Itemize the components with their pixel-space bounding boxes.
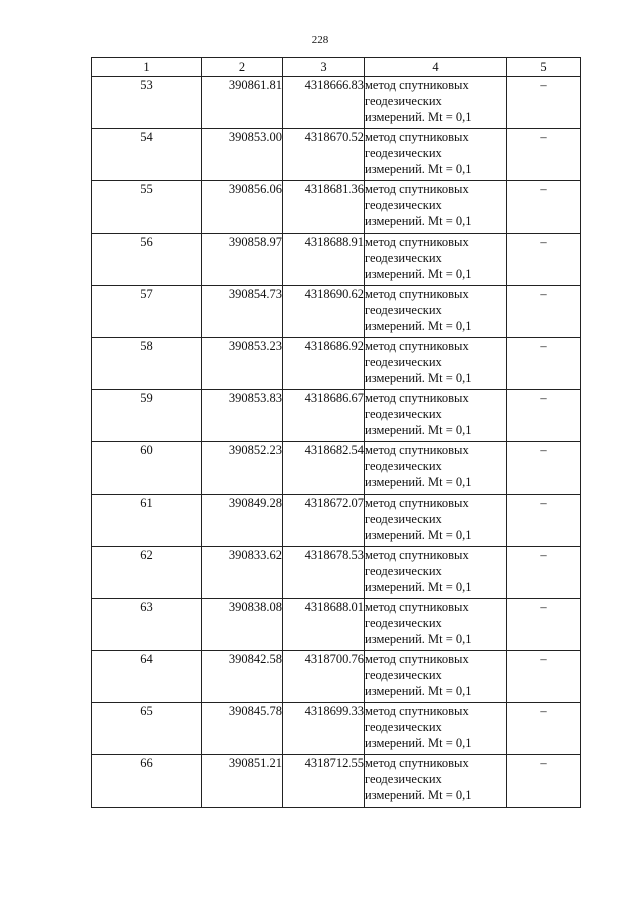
table-row — [92, 337, 581, 389]
y-coordinate-cell: 4318688.01 — [283, 598, 365, 650]
method-line-3: измерений. Mt = 0,1 — [365, 318, 472, 333]
table-row — [92, 494, 581, 546]
table-row — [92, 77, 581, 129]
y-coordinate-cell: 4318681.36 — [283, 181, 365, 233]
table-row — [92, 390, 581, 442]
point-number-cell: 59 — [92, 390, 202, 442]
x-coordinate-cell: 390861.81 — [202, 77, 283, 129]
table-row — [92, 755, 581, 807]
point-number-cell: 58 — [92, 337, 202, 389]
method-line-2: геодезических — [365, 668, 442, 683]
method-line-1: метод спутниковых — [365, 182, 469, 197]
method-line-2: геодезических — [365, 198, 442, 213]
method-line-3: измерений. Mt = 0,1 — [365, 475, 472, 490]
point-number-cell: 62 — [92, 546, 202, 598]
method-line-3: измерений. Mt = 0,1 — [365, 266, 472, 281]
method-line-3: измерений. Mt = 0,1 — [365, 423, 472, 438]
table-row — [92, 703, 581, 755]
method-cell — [365, 546, 507, 598]
x-coordinate-cell: 390853.83 — [202, 390, 283, 442]
x-coordinate-cell: 390853.23 — [202, 337, 283, 389]
point-number-cell: 56 — [92, 233, 202, 285]
method-line-2: геодезических — [365, 563, 442, 578]
method-line-1: метод спутниковых — [365, 130, 469, 145]
point-number-cell: 53 — [92, 77, 202, 129]
method-line-2: геодезических — [365, 250, 442, 265]
column-5-cell: – — [507, 337, 581, 389]
table-header-row — [92, 58, 581, 77]
point-number-cell: 66 — [92, 755, 202, 807]
y-coordinate-cell: 4318699.33 — [283, 703, 365, 755]
page-number: 228 — [311, 34, 329, 46]
coordinates-table — [91, 57, 581, 808]
table-row — [92, 598, 581, 650]
method-cell — [365, 442, 507, 494]
method-cell — [365, 755, 507, 807]
y-coordinate-cell: 4318686.92 — [283, 337, 365, 389]
column-header-3: 3 — [283, 58, 365, 77]
column-header-1: 1 — [92, 58, 202, 77]
y-coordinate-cell: 4318678.53 — [283, 546, 365, 598]
column-5-cell: – — [507, 181, 581, 233]
y-coordinate-cell: 4318670.52 — [283, 129, 365, 181]
column-5-cell: – — [507, 390, 581, 442]
method-line-3: измерений. Mt = 0,1 — [365, 110, 472, 124]
table-row — [92, 233, 581, 285]
x-coordinate-cell: 390852.23 — [202, 442, 283, 494]
method-line-1: метод спутниковых — [365, 338, 469, 353]
column-header-2: 2 — [202, 58, 283, 77]
column-5-cell: – — [507, 285, 581, 337]
method-line-3: измерений. Mt = 0,1 — [365, 527, 472, 542]
table-row — [92, 546, 581, 598]
method-line-2: геодезических — [365, 407, 442, 422]
x-coordinate-cell: 390845.78 — [202, 703, 283, 755]
method-line-2: геодезических — [365, 772, 442, 787]
y-coordinate-cell: 4318666.83 — [283, 77, 365, 129]
method-line-1: метод спутниковых — [365, 756, 469, 771]
point-number-cell: 65 — [92, 703, 202, 755]
method-line-1: метод спутниковых — [365, 547, 469, 562]
method-line-1: метод спутниковых — [365, 78, 469, 92]
method-cell — [365, 129, 507, 181]
table-row — [92, 442, 581, 494]
y-coordinate-cell: 4318700.76 — [283, 651, 365, 703]
method-line-1: метод спутниковых — [365, 391, 469, 406]
method-line-2: геодезических — [365, 511, 442, 526]
x-coordinate-cell: 390851.21 — [202, 755, 283, 807]
method-cell — [365, 651, 507, 703]
column-5-cell: – — [507, 494, 581, 546]
y-coordinate-cell: 4318690.62 — [283, 285, 365, 337]
table-row — [92, 181, 581, 233]
method-line-2: геодезических — [365, 94, 442, 108]
method-line-2: геодезических — [365, 459, 442, 474]
method-line-3: измерений. Mt = 0,1 — [365, 214, 472, 229]
method-cell — [365, 285, 507, 337]
method-line-1: метод спутниковых — [365, 234, 469, 249]
column-5-cell: – — [507, 442, 581, 494]
y-coordinate-cell: 4318688.91 — [283, 233, 365, 285]
y-coordinate-cell: 4318672.07 — [283, 494, 365, 546]
method-cell — [365, 598, 507, 650]
method-line-1: метод спутниковых — [365, 286, 469, 301]
method-line-2: геодезических — [365, 302, 442, 317]
method-line-1: метод спутниковых — [365, 599, 469, 614]
method-line-3: измерений. Mt = 0,1 — [365, 788, 472, 803]
method-line-3: измерений. Mt = 0,1 — [365, 736, 472, 751]
y-coordinate-cell: 4318686.67 — [283, 390, 365, 442]
column-5-cell: – — [507, 703, 581, 755]
method-cell — [365, 233, 507, 285]
x-coordinate-cell: 390833.62 — [202, 546, 283, 598]
y-coordinate-cell: 4318682.54 — [283, 442, 365, 494]
column-5-cell: – — [507, 129, 581, 181]
table-body — [92, 77, 581, 808]
method-line-3: измерений. Mt = 0,1 — [365, 579, 472, 594]
method-cell — [365, 494, 507, 546]
column-header-5: 5 — [507, 58, 581, 77]
method-line-3: измерений. Mt = 0,1 — [365, 631, 472, 646]
x-coordinate-cell: 390853.00 — [202, 129, 283, 181]
method-line-2: геодезических — [365, 146, 442, 161]
point-number-cell: 60 — [92, 442, 202, 494]
x-coordinate-cell: 390842.58 — [202, 651, 283, 703]
method-line-1: метод спутниковых — [365, 704, 469, 719]
method-line-2: геодезических — [365, 615, 442, 630]
x-coordinate-cell: 390856.06 — [202, 181, 283, 233]
method-line-1: метод спутниковых — [365, 495, 469, 510]
x-coordinate-cell: 390838.08 — [202, 598, 283, 650]
method-line-3: измерений. Mt = 0,1 — [365, 370, 472, 385]
point-number-cell: 55 — [92, 181, 202, 233]
table-row — [92, 285, 581, 337]
column-5-cell: – — [507, 233, 581, 285]
point-number-cell: 64 — [92, 651, 202, 703]
method-cell — [365, 77, 507, 129]
column-header-4: 4 — [365, 58, 507, 77]
x-coordinate-cell: 390854.73 — [202, 285, 283, 337]
table-row — [92, 651, 581, 703]
column-5-cell: – — [507, 755, 581, 807]
column-5-cell: – — [507, 546, 581, 598]
x-coordinate-cell: 390858.97 — [202, 233, 283, 285]
column-5-cell: – — [507, 77, 581, 129]
method-line-1: метод спутниковых — [365, 652, 469, 667]
method-cell — [365, 703, 507, 755]
x-coordinate-cell: 390849.28 — [202, 494, 283, 546]
method-line-3: измерений. Mt = 0,1 — [365, 684, 472, 699]
method-cell — [365, 337, 507, 389]
point-number-cell: 54 — [92, 129, 202, 181]
method-line-2: геодезических — [365, 354, 442, 369]
column-5-cell: – — [507, 598, 581, 650]
point-number-cell: 63 — [92, 598, 202, 650]
method-line-1: метод спутниковых — [365, 443, 469, 458]
method-line-2: геодезических — [365, 720, 442, 735]
method-cell — [365, 390, 507, 442]
column-5-cell: – — [507, 651, 581, 703]
method-line-3: измерений. Mt = 0,1 — [365, 162, 472, 177]
point-number-cell: 61 — [92, 494, 202, 546]
table-row — [92, 129, 581, 181]
method-cell — [365, 181, 507, 233]
point-number-cell: 57 — [92, 285, 202, 337]
y-coordinate-cell: 4318712.55 — [283, 755, 365, 807]
